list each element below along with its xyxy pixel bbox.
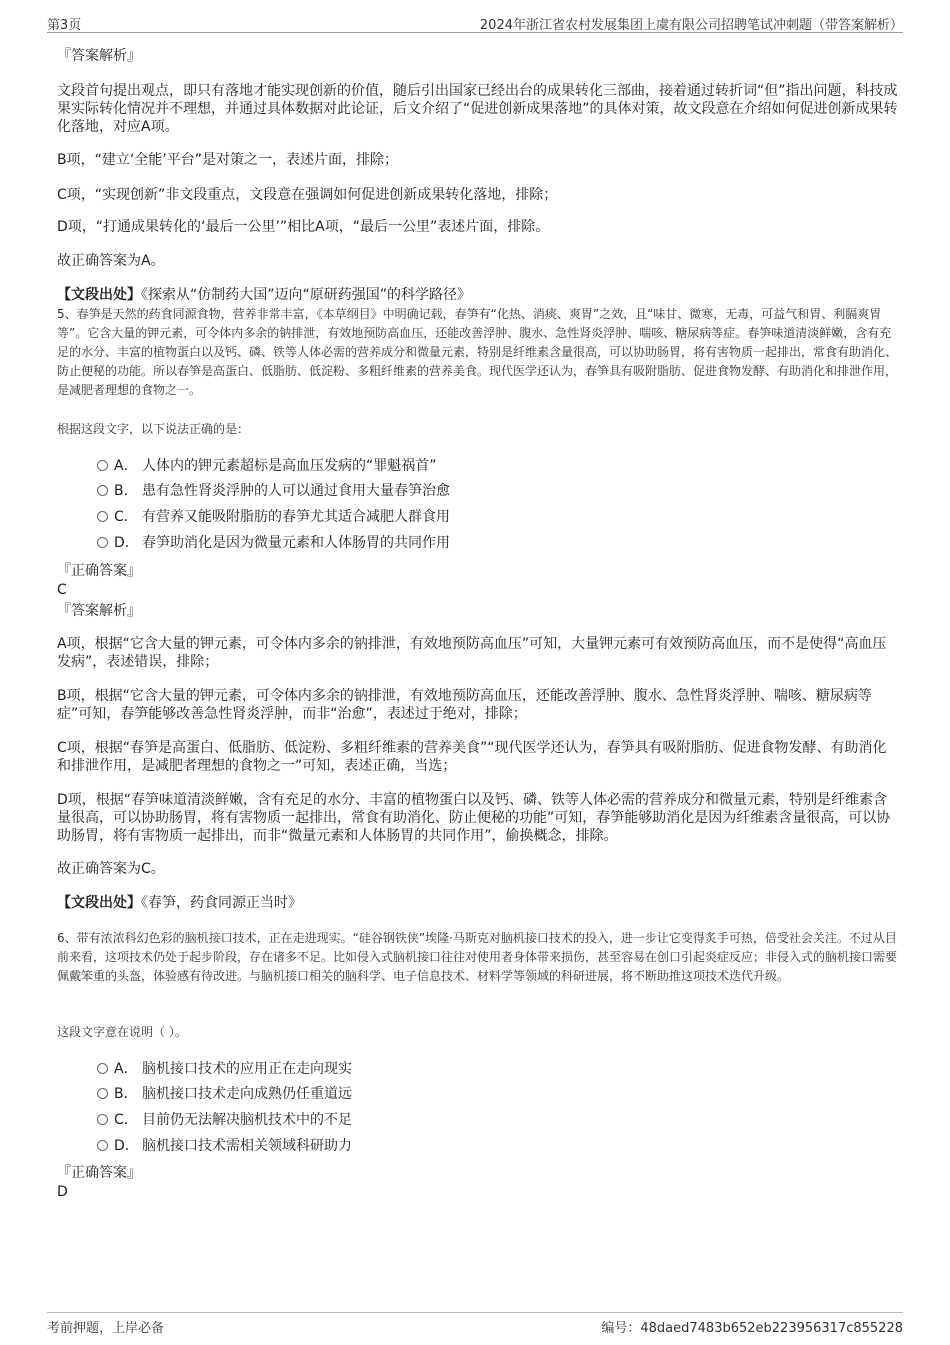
q5-option-d[interactable]: D． 春笋助消化是因为微量元素和人体肠胃的共同作用 (97, 534, 450, 552)
q4-analysis-label: 『答案解析』 (57, 48, 141, 64)
page-header (47, 14, 903, 33)
q6-question: 这段文字意在说明（ ）。 (57, 1025, 187, 1039)
radio-button-icon[interactable] (97, 1140, 108, 1151)
source-label: 【文段出处】 (57, 895, 141, 911)
q4-option-b-analysis: B项，“建立‘全能’平台”是对策之一，表述片面，排除； (57, 152, 399, 168)
q4-source (57, 286, 899, 304)
q5-answer: C (57, 582, 67, 598)
source-title: 《春笋，药食同源正当时》 (141, 895, 302, 911)
q5-analysis-label: 『答案解析』 (57, 603, 141, 619)
source-title: 《探索从“仿制药大国”迈向“原研药强国”的科学路径》 (141, 287, 472, 303)
q5-option-b[interactable]: B． 患有急性肾炎浮肿的人可以通过食用大量春笋治愈 (97, 482, 450, 500)
radio-button-icon[interactable] (97, 537, 108, 548)
document-title: 2024年浙江省农村发展集团上虞有限公司招聘笔试冲刺题（带答案解析） (479, 18, 903, 33)
radio-button-icon[interactable] (97, 1114, 108, 1125)
q6-option-c[interactable]: C． 目前仍无法解决脑机技术中的不足 (97, 1111, 352, 1129)
q5-answer-label: 『正确答案』 (57, 563, 141, 579)
q5-option-a[interactable]: A． 人体内的钾元素超标是高血压发病的“罪魁祸首” (97, 457, 437, 475)
radio-button-icon[interactable] (97, 1088, 108, 1099)
q5-passage: 5、春笋是天然的药食同源食物，营养非常丰富，《本草纲目》中明确记载，春笋有“化热、消痰、爽胃”之效，且“味甘、微寒，无毒，可益气和胃、利膈爽胃等”。它含大量的钾元素，可令体内多余的钠排泄，有效地预防高血压，还能改善浮肿、腹水、急性肾炎浮肿、喘咳、糖尿病等症。春笋味道清淡鲜嫩，含有充足的水分、丰富的植物蛋白以及钙、磷、铁等人体必需的营养成分和微量元素，特别是纤维素含量很高，可以协助肠胃，将有害物质一起排出，常食有助消化、防止便秘的功能。所以春笋是高蛋白、低脂肪、低淀粉、多粗纤维素的营养美食。现代医学还认为，春笋具有吸附脂肪、促进食物发酵、有助消化和排泄作用，是减肥者理想的食物之一。 (57, 307, 898, 397)
q5-option-d-analysis: D项，根据“春笋味道清淡鲜嫩，含有充足的水分、丰富的植物蛋白以及钙、磷、铁等人体必需的营养成分和微量元素，特别是纤维素含量很高，可以协助肠胃，将有害物质一起排出，常食有助消化、防止便秘的功能”可知，春笋能够助消化是因为纤维素含量很高，可以协助肠胃，将有害物质一起排出，而非“微量元素和人体肠胃的共同作用”，偷换概念，排除。 (57, 792, 891, 844)
q5-conclusion: 故正确答案为C。 (57, 861, 165, 877)
source-label: 【文段出处】 (57, 287, 141, 303)
q5-option-b-analysis: B项，根据“它含大量的钾元素，可令体内多余的钠排泄，有效地预防高血压，还能改善浮肿、腹水、急性肾炎浮肿、喘咳、糖尿病等症”可知，春笋能够改善急性肾炎浮肿，而非“治愈”，表述过于绝对，排除； (57, 688, 872, 722)
radio-button-icon[interactable] (97, 1063, 108, 1074)
document-id: 编号：48daed7483b652eb223956317c855228 (601, 1321, 903, 1336)
q5-option-c[interactable]: C． 有营养又能吸附脂肪的春笋尤其适合减肥人群食用 (97, 508, 450, 526)
q4-conclusion: 故正确答案为A。 (57, 253, 165, 269)
q5-question: 根据这段文字，以下说法正确的是： (57, 422, 250, 436)
q4-option-d-analysis: D项，“打通成果转化的‘最后一公里’”相比A项，“最后一公里”表述片面，排除。 (57, 219, 550, 235)
q6-option-a[interactable]: A． 脑机接口技术的应用正在走向现实 (97, 1060, 352, 1078)
page-footer (47, 1312, 903, 1337)
q6-option-b[interactable]: B． 脑机接口技术走向成熟仍任重道远 (97, 1085, 352, 1103)
q4-option-c-analysis: C项，“实现创新”非文段重点，文段意在强调如何促进创新成果转化落地，排除； (57, 187, 558, 203)
q6-answer: D (57, 1184, 68, 1200)
q6-option-d[interactable]: D． 脑机接口技术需相关领域科研助力 (97, 1137, 352, 1155)
q5-option-c-analysis: C项，根据“春笋是高蛋白、低脂肪、低淀粉、多粗纤维素的营养美食”“现代医学还认为，春笋具有吸附脂肪、促进食物发酵、有助消化和排泄作用，是减肥者理想的食物之一”可知，表述正确，当选； (57, 740, 887, 774)
page-number: 第3页 (47, 18, 82, 33)
radio-button-icon[interactable] (97, 485, 108, 496)
radio-button-icon[interactable] (97, 460, 108, 471)
q4-analysis-paragraph: 文段首句提出观点，即只有落地才能实现创新的价值，随后引出国家已经出台的成果转化三部曲，接着通过转折词“但”指出问题，科技成果实际转化情况并不理想，并通过具体数据对此论证，后文介绍了“促进创新成果落地”的具体对策，故文段意在介绍如何促进创新成果转化落地，对应A项。 (57, 83, 898, 135)
q5-source (57, 894, 899, 912)
footer-slogan: 考前押题，上岸必备 (47, 1321, 165, 1336)
q5-option-a-analysis: A项，根据“它含大量的钾元素，可令体内多余的钠排泄，有效地预防高血压”可知，大量钾元素可有效预防高血压，而不是使得“高血压发病”，表述错误，排除； (57, 636, 887, 670)
q6-answer-label: 『正确答案』 (57, 1165, 141, 1181)
radio-button-icon[interactable] (97, 511, 108, 522)
q6-passage: 6、带有浓浓科幻色彩的脑机接口技术，正在走进现实。“硅谷钢铁侠”埃隆·马斯克对脑机接口技术的投入，进一步让它变得炙手可热，倍受社会关注。不过从目前来看，这项技术仍处于起步阶段，存在诸多不足。比如侵入式脑机接口往往对使用者身体带来损伤，甚至容易在创口引起炎症反应；非侵入式的脑机接口需要佩戴笨重的头盔，体验感有待改进。与脑机接口相关的脑科学、电子信息技术、材料学等领域的科研进展，将不断助推这项技术迭代升级。 (57, 931, 898, 983)
